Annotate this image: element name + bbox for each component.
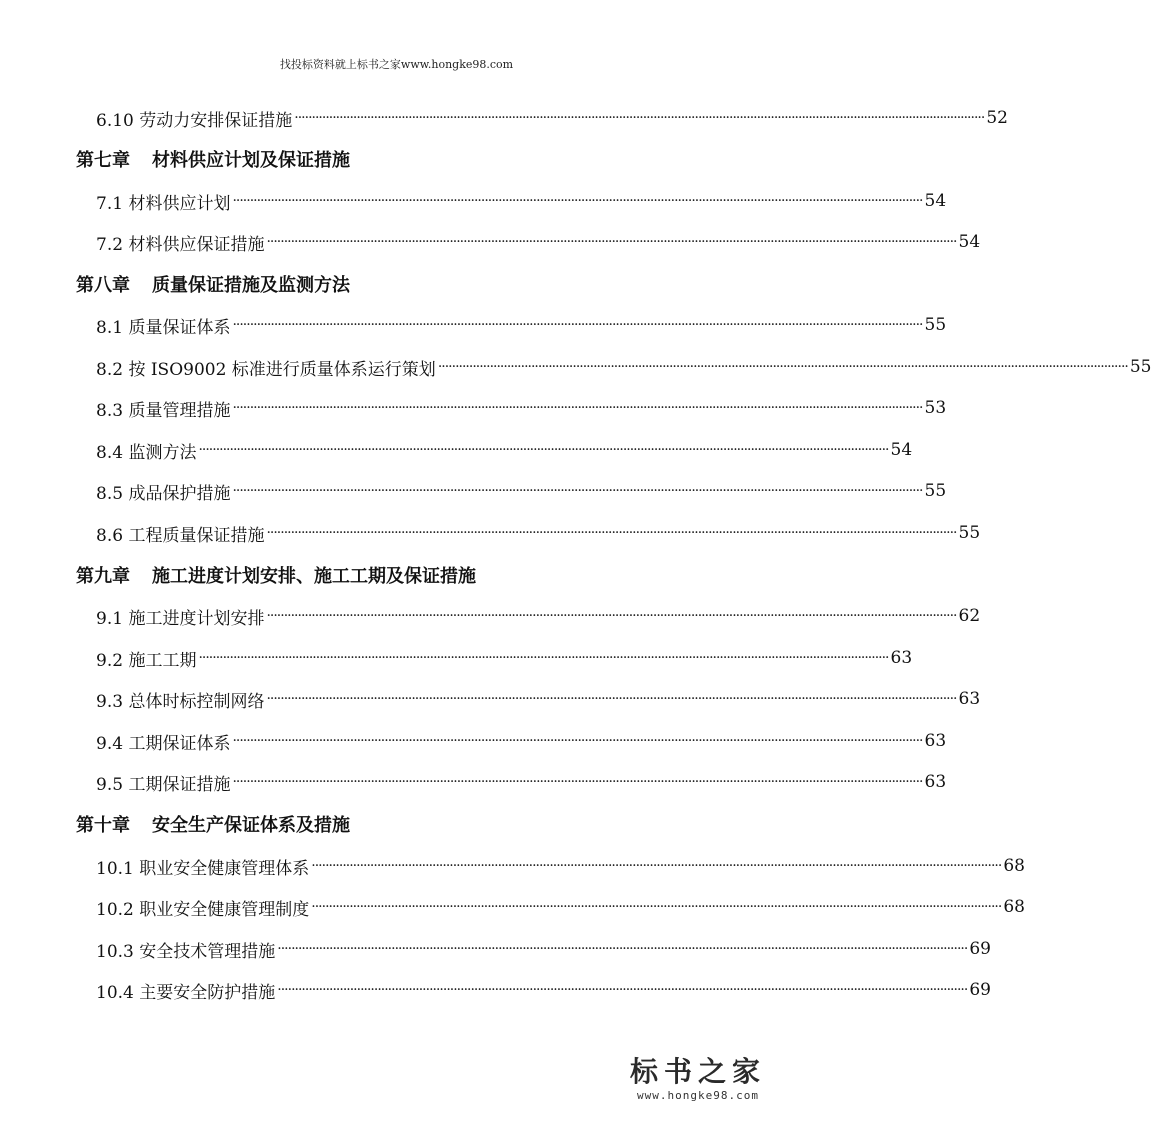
toc-entry-label: 9.2 施工工期 [96, 650, 197, 671]
toc-leader-dots: ········································································································································································································ [437, 359, 1128, 375]
toc-entry[interactable] [96, 222, 981, 262]
page-header: 找投标资料就上标书之家www.hongke98.com [279, 58, 514, 71]
toc-entry[interactable] [96, 305, 947, 345]
toc-entry-label: 8.3 质量管理措施 [96, 400, 231, 421]
toc-entry[interactable] [96, 679, 981, 719]
chapter-number: 第七章 [76, 150, 130, 171]
toc-page-number: 69 [969, 980, 991, 1000]
toc-leader-dots: ········································································································································································································ [266, 234, 957, 250]
toc-page-number: 54 [890, 440, 913, 460]
toc-chapter-heading[interactable] [76, 139, 350, 179]
toc-leader-dots: ········································································································································································································ [198, 650, 889, 666]
toc-leader-dots: ········································································································································································································ [277, 941, 968, 957]
toc-page-number: 69 [969, 939, 991, 959]
toc-entry[interactable] [96, 430, 913, 470]
toc-page-number: 55 [924, 315, 947, 335]
toc-entry-label: 8.6 工程质量保证措施 [96, 525, 265, 546]
logo-wordmark: 标书之家 [629, 1055, 766, 1088]
toc-entry-label: 8.1 质量保证体系 [96, 317, 231, 338]
toc-entry[interactable] [96, 388, 947, 428]
toc-entry-label: 10.2 职业安全健康管理制度 [96, 899, 310, 920]
toc-entry[interactable] [96, 181, 947, 221]
toc-entry-label: 6.10 劳动力安排保证措施 [96, 110, 293, 131]
toc-page-number: 63 [924, 731, 947, 751]
toc-entry[interactable] [96, 929, 991, 969]
toc-page-number: 52 [986, 108, 1008, 128]
toc-page-number: 63 [890, 648, 913, 668]
chapter-number: 第八章 [76, 275, 130, 296]
toc-leader-dots: ········································································································································································································ [232, 483, 923, 499]
toc-entry[interactable] [96, 887, 1025, 927]
toc-entry-label: 10.3 安全技术管理措施 [96, 941, 276, 962]
chapter-number: 第十章 [76, 815, 130, 836]
toc-leader-dots: ········································································································································································································ [294, 110, 985, 126]
toc-page-number: 54 [924, 191, 947, 211]
toc-entry-label: 9.1 施工进度计划安排 [96, 608, 265, 629]
toc-leader-dots: ········································································································································································································ [232, 193, 923, 209]
toc-page-number: 55 [1129, 357, 1152, 377]
toc-entry[interactable] [96, 638, 913, 678]
toc-entry-label: 7.1 材料供应计划 [96, 193, 231, 214]
toc-page-number: 54 [958, 232, 981, 252]
toc-leader-dots: ········································································································································································································ [311, 858, 1002, 874]
site-logo [623, 1055, 773, 1102]
chapter-title: 施工进度计划安排、施工工期及保证措施 [152, 566, 476, 587]
chapter-number: 第九章 [76, 566, 130, 587]
toc-leader-dots: ········································································································································································································ [266, 691, 957, 707]
toc-entry[interactable] [96, 970, 991, 1010]
toc-chapter-heading[interactable] [76, 804, 350, 844]
chapter-title: 安全生产保证体系及措施 [152, 815, 350, 836]
toc-leader-dots: ········································································································································································································ [266, 608, 957, 624]
toc-entry[interactable] [96, 596, 981, 636]
toc-entry-label: 8.4 监测方法 [96, 442, 197, 463]
toc-entry-label: 8.5 成品保护措施 [96, 483, 231, 504]
toc-chapter-heading[interactable] [76, 555, 476, 595]
toc-entry-label: 10.1 职业安全健康管理体系 [96, 858, 310, 879]
toc-page-number: 63 [958, 689, 981, 709]
toc-entry[interactable] [96, 721, 947, 761]
toc-entry[interactable] [96, 762, 947, 802]
toc-entry-label: 9.5 工期保证措施 [96, 774, 231, 795]
toc-entry[interactable] [96, 98, 1008, 138]
toc-leader-dots: ········································································································································································································ [311, 899, 1002, 915]
chapter-title: 质量保证措施及监测方法 [152, 275, 350, 296]
logo-url: www.hongke98.com [637, 1089, 759, 1102]
toc-page-number: 63 [924, 772, 947, 792]
toc-entry[interactable] [96, 846, 1025, 886]
toc-leader-dots: ········································································································································································································ [277, 982, 968, 998]
toc-leader-dots: ········································································································································································································ [232, 774, 923, 790]
toc-page-number: 62 [958, 606, 981, 626]
toc-entry-label: 8.2 按 ISO9002 标准进行质量体系运行策划 [96, 359, 436, 380]
toc-leader-dots: ········································································································································································································ [198, 442, 889, 458]
toc-entry-label: 7.2 材料供应保证措施 [96, 234, 265, 255]
chapter-title: 材料供应计划及保证措施 [152, 150, 350, 171]
toc-leader-dots: ········································································································································································································ [232, 400, 923, 416]
toc-entry[interactable] [96, 471, 947, 511]
toc-leader-dots: ········································································································································································································ [232, 317, 923, 333]
toc-page-number: 53 [924, 398, 947, 418]
toc-entry-label: 10.4 主要安全防护措施 [96, 982, 276, 1003]
toc-leader-dots: ········································································································································································································ [232, 733, 923, 749]
toc-entry[interactable] [96, 347, 1152, 387]
toc-chapter-heading[interactable] [76, 264, 350, 304]
toc-page-number: 55 [924, 481, 947, 501]
toc-entry-label: 9.4 工期保证体系 [96, 733, 231, 754]
toc-entry[interactable] [96, 513, 981, 553]
toc-leader-dots: ········································································································································································································ [266, 525, 957, 541]
toc-page-number: 55 [958, 523, 981, 543]
toc-page-number: 68 [1003, 856, 1025, 876]
toc-page-number: 68 [1003, 897, 1025, 917]
toc-entry-label: 9.3 总体时标控制网络 [96, 691, 265, 712]
